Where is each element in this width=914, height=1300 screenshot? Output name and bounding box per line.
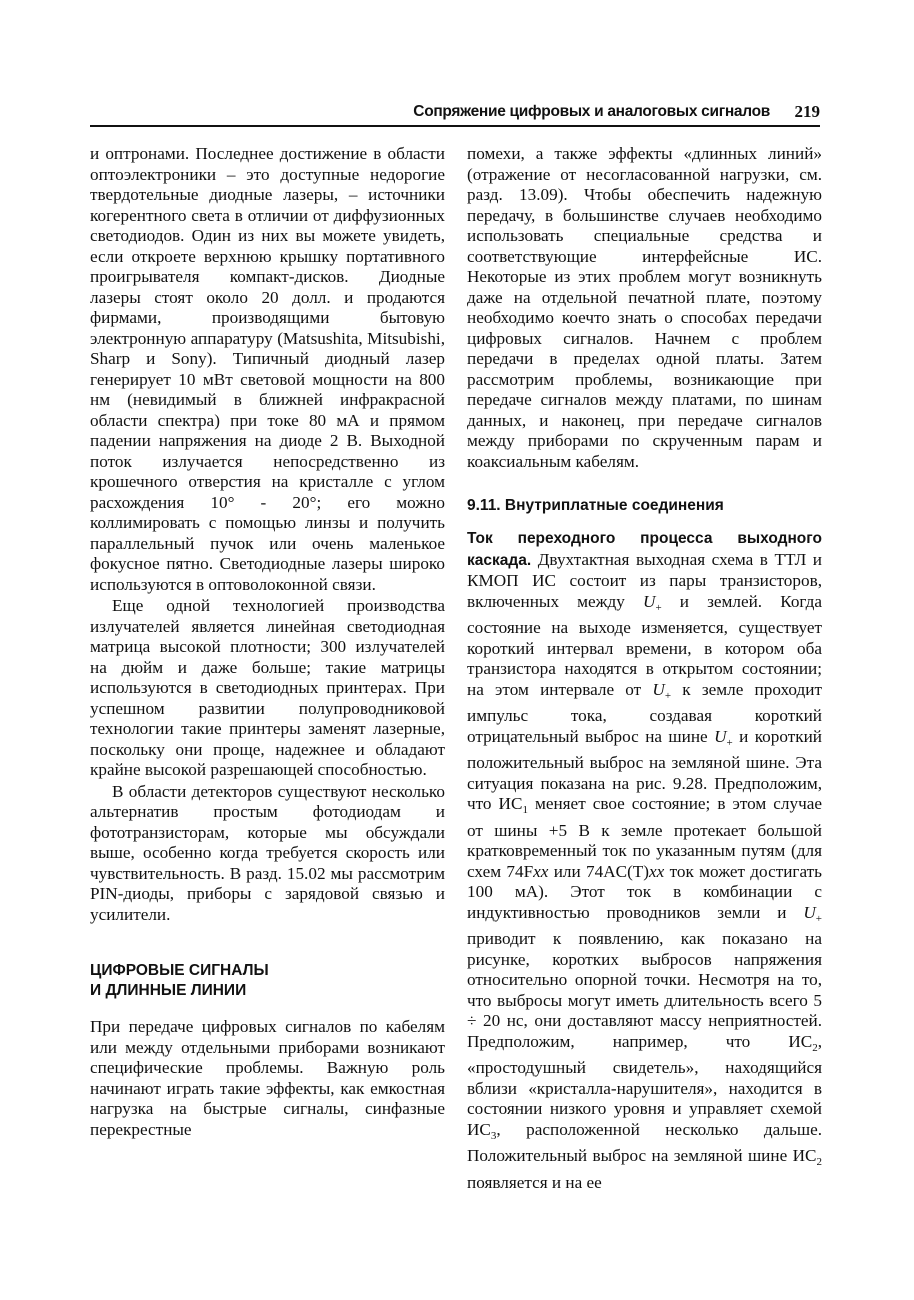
symbol-xx: xx bbox=[533, 861, 549, 881]
symbol-plus: + bbox=[726, 736, 733, 749]
symbol-plus: + bbox=[655, 601, 662, 614]
page-number: 219 bbox=[794, 102, 820, 121]
subscript: 2 bbox=[812, 1041, 818, 1054]
text-run: или 74AC(T) bbox=[548, 861, 650, 881]
lead-in: Ток переходного процесса выходного каскада. bbox=[467, 530, 822, 569]
text-run: к земле проходит импульс тока, создавая короткий отрицательный выброс на шине bbox=[467, 679, 822, 746]
subscript: 3 bbox=[490, 1129, 497, 1142]
text-run: появляется и на ее bbox=[467, 1172, 602, 1192]
symbol-ic: ИС bbox=[792, 1146, 817, 1165]
text-run: меняет свое состояние; в этом случае от шины +5 В к земле протекает большой кратковременный ток по указанным путям (для схем 74F bbox=[467, 794, 822, 881]
text-run: приводит к появлению, как показано на рисунке, коротких выбросов напряжения относительно опорной точки. Несмотря на то, что выбросы могут иметь длительность всего 5 ÷ 20 нс, они доставляют массу неприятностей. Предположим, например, что bbox=[467, 929, 822, 1051]
symbol-xx: xx bbox=[649, 861, 665, 881]
text-run: Двухтактная выходная схема в ТТЛ и КМОП ИС состоит из пары транзисторов, включенных между bbox=[467, 549, 822, 611]
symbol-ic: ИС bbox=[498, 794, 523, 813]
running-header bbox=[90, 100, 820, 126]
text-run: , расположенной несколько дальше. Положительный выброс на земляной шине bbox=[467, 1119, 822, 1165]
symbol-ic: ИС bbox=[467, 1119, 491, 1139]
symbol-u: U bbox=[643, 591, 656, 611]
section-heading-line: И ДЛИННЫЕ ЛИНИИ bbox=[90, 982, 247, 999]
text-run: , «простодушный свидетель», находящийся вблизи «кристалла-нарушителя», находится в состоянии низкого уровня и управляет схемой bbox=[467, 1031, 822, 1118]
symbol-ic: ИС bbox=[788, 1031, 813, 1051]
symbol-plus: + bbox=[664, 689, 672, 702]
paragraph: и оптронами. Последнее достижение в области оптоэлектроники – это доступные недорогие твердотельные диодные лазеры, – источники когерентного света в отличии от диффузионных светодиодов. Один из них вы можете увидеть, если откроете верхнюю крышку портативного проигрывателя компакт-дисков. Диодные лазеры стоят около 20 долл. и продаются фирмами, производящими бытовую электронную аппаратуру (Matsushita, Mitsubishi, Sharp и Sony). Типичный диодный лазер генерирует 10 мВт световой мощности на 800 нм (невидимый в ближней инфракрасной области спектра) при токе 80 мА и прямом падении напряжения на диоде 2 В. Выходной поток излучается непосредственно из крошечного отверстия на кристалле с углом расхождения 10° - 20°; его можно коллимировать с помощью линзы и получить параллельный пучок или очень маленькое фокусное пятно. Светодиодные лазеры широко используются в оптоволоконной связи. bbox=[90, 144, 445, 594]
subscript: 2 bbox=[816, 1156, 822, 1168]
text-run: и землей. Когда состояние на выходе изменяется, существует короткий интервал времени, в котором оба транзистора находятся в открытом состоянии; на этом интервале от bbox=[467, 591, 822, 699]
paragraph: При передаче цифровых сигналов по кабелям или между отдельными приборами возникают специфические проблемы. Важную роль начинают играть такие эффекты, как емкостная нагрузка на быстрые сигналы, синфазные перекрестные bbox=[90, 1017, 445, 1139]
symbol-u: U bbox=[652, 679, 665, 699]
paragraph: помехи, а также эффекты «длинных линий» (отражение от несогласованной нагрузки, см. разд. 13.09). Чтобы обеспечить надежную передачу, в большинстве случаев необходимо использовать специальные средства и соответствующие интерфейсные ИС. Некоторые из этих проблем могут возникнуть даже на отдельной печатной плате, поэтому необходимо коечто знать о способах передачи цифровых сигналов. Начнем с проблем передачи в пределах одной платы. Затем рассмотрим проблемы, возникающие при передаче сигналов между платами, по шинам данных, и наконец, при передаче сигналов между приборами по скрученным парам и коаксиальным кабелям. bbox=[467, 144, 822, 471]
text-run: ток может достигать 100 мА). Этот ток в комбинации с индуктивностью проводников земли и bbox=[467, 861, 822, 922]
running-header-title: Сопряжение цифровых и аналоговых сигналов bbox=[413, 103, 770, 120]
header-rule bbox=[90, 125, 820, 127]
subsection-heading: 9.11. Внутриплатные соединения bbox=[467, 497, 724, 514]
section-heading-line: ЦИФРОВЫЕ СИГНАЛЫ bbox=[90, 962, 269, 979]
symbol-u: U bbox=[803, 902, 816, 922]
symbol-plus: + bbox=[815, 912, 822, 925]
paragraph bbox=[467, 528, 822, 1193]
symbol-u: U bbox=[714, 726, 727, 746]
text-run: и короткий положительный выброс на земляной шине. Эта ситуация показана на рис. 9.28. Предположим, что bbox=[467, 726, 822, 813]
paragraph: Еще одной технологией производства излучателей является линейная светодиодная матрица высокой плотности; 300 излучателей на дюйм и даже больше; такие матрицы используются в светодиодных принтерах. При успешном развитии полупроводниковой технологии такие принтеры заменят лазерные, поскольку они проще, надежнее и обладают крайне высокой разрешающей способностью. bbox=[90, 596, 445, 779]
left-column bbox=[90, 144, 445, 1140]
subscript: 1 bbox=[522, 804, 528, 816]
paragraph: В области детекторов существуют несколько альтернатив простым фотодиодам и фототранзисторам, которые мы обсуждали выше, особенно когда требуется скорость или чувствительность. В разд. 15.02 мы рассмотрим PIN-диоды, приборы с зарядовой связью и усилители. bbox=[90, 781, 445, 924]
right-column bbox=[467, 144, 822, 1193]
